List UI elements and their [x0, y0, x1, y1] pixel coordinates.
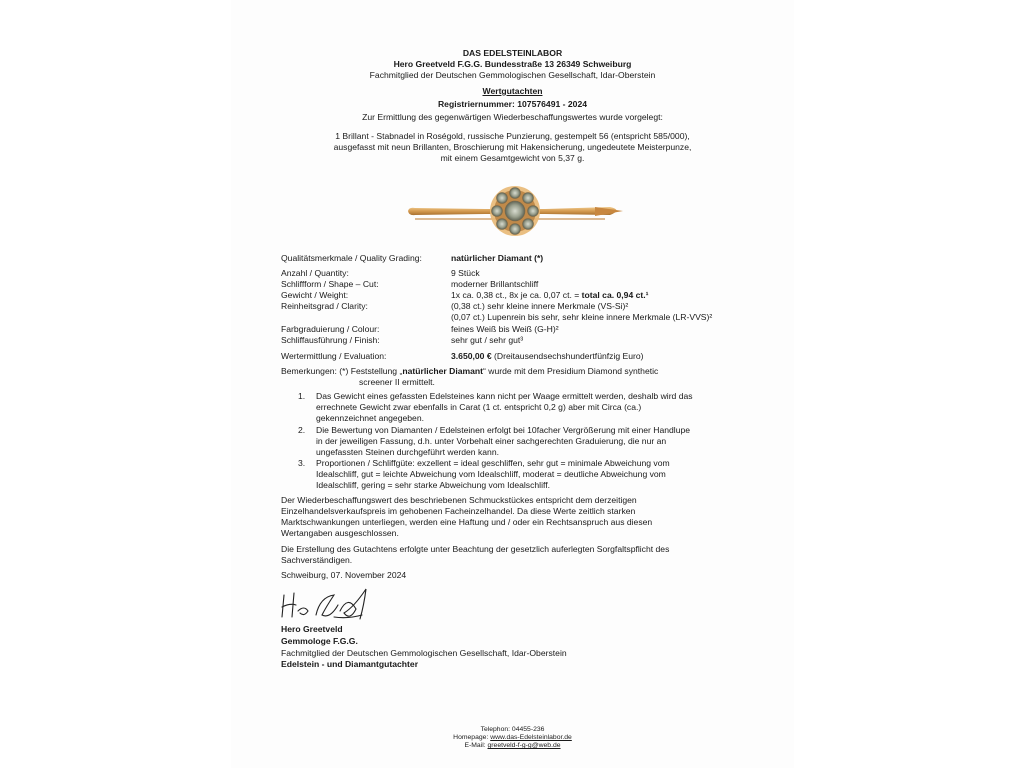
closing-p1-line-4: Wertangaben ausgeschlossen.: [281, 528, 399, 538]
quantity-label: Anzahl / Quantity:: [281, 268, 349, 278]
footer-email: E-Mail: greetveld-f-g-g@web.de: [464, 742, 561, 749]
note-1-line-3: gekennzeichnet angegeben.: [316, 413, 424, 423]
footer-phone: Telephon: 04455-236: [480, 726, 545, 733]
registration-number: Registriernummer: 107576491 - 2024: [437, 99, 588, 109]
finish-label: Schliffausführung / Finish:: [281, 335, 380, 345]
place-date: Schweiburg, 07. November 2024: [281, 570, 407, 580]
signer-title: Gemmologe F.G.G.: [281, 636, 358, 646]
homepage-link[interactable]: www.das-Edelsteinlabor.de: [490, 734, 572, 741]
colour-label: Farbgraduierung / Colour:: [281, 324, 380, 334]
description-line-1: 1 Brillant - Stabnadel in Roségold, russische Punzierung, gestempelt 56 (entspricht 585/000),: [335, 131, 690, 141]
lab-name: DAS EDELSTEINLABOR: [462, 48, 563, 58]
weight-total: total ca. 0,94 ct.¹: [581, 290, 649, 300]
note-3-line-3: Idealschliff, gering = sehr starke Abweichung vom Idealschliff.: [316, 480, 550, 490]
note-2-number: 2.: [298, 425, 306, 435]
quantity-value: 9 Stück: [451, 268, 480, 278]
closing-p2-line-2: Sachverständigen.: [281, 555, 353, 565]
lab-membership: Fachmitglied der Deutschen Gemmologischen Gesellschaft, Idar-Oberstein: [369, 70, 656, 80]
clarity-value-2: (0,07 ct.) Lupenrein bis sehr, sehr kleine innere Merkmale (LR-VVS)²: [451, 312, 713, 322]
note-1-number: 1.: [298, 391, 306, 401]
intro-text: Zur Ermittlung des gegenwärtigen Wiederbeschaffungswertes wurde vorgelegt:: [362, 112, 663, 122]
finish-value: sehr gut / sehr gut³: [451, 335, 524, 345]
evaluation-value: 3.650,00 € (Dreitausendsechshundertfünfzig Euro): [451, 351, 644, 361]
signer-name: Hero Greetveld: [281, 624, 343, 634]
weight-label: Gewicht / Weight:: [281, 290, 349, 300]
lab-address: Hero Greetveld F.G.G. Bundesstraße 13 26349 Schweiburg: [393, 59, 632, 69]
note-1-line-2: errechnete Gewicht zwar ebenfalls in Carat (1 ct. entspricht 0,2 g) aber mit Circa (ca.): [316, 402, 642, 412]
handwritten-signature: [278, 585, 388, 625]
remarks-line-1: Bemerkungen: (*) Feststellung „natürlicher Diamant“ wurde mit dem Presidium Diamond synthetic: [281, 366, 659, 376]
note-2-line-3: ungefassten Steinen durchgeführt werden kann.: [316, 447, 499, 457]
note-3-line-1: Proportionen / Schliffgüte: exzellent = ideal geschliffen, sehr gut = minimale Abweichung vom: [316, 458, 670, 468]
colour-value: feines Weiß bis Weiß (G-H)²: [451, 324, 559, 334]
closing-p1-line-3: Marktschwankungen unterliegen, werden eine Haftung und / oder ein Rechtsanspruch aus diesen: [281, 517, 653, 527]
closing-p1-line-2: Einzelhandelsverkaufspreis im gehobenen Facheinzelhandel. Da diese Werte zeitlich starken: [281, 506, 636, 516]
evaluation-amount: 3.650,00 €: [451, 351, 492, 361]
signer-membership: Fachmitglied der Deutschen Gemmologischen Gesellschaft, Idar-Oberstein: [281, 648, 567, 658]
note-1-line-1: Das Gewicht eines gefassten Edelsteines kann nicht per Waage ermittelt werden, deshalb wird das: [316, 391, 693, 401]
evaluation-label: Wertermittlung / Evaluation:: [281, 351, 387, 361]
note-2-line-2: in der jeweiligen Fassung, d.h. unter Vorbehalt einer sachgerechten Graduierung, die nur an: [316, 436, 667, 446]
closing-p2-line-1: Die Erstellung des Gutachtens erfolgte unter Beachtung der gesetzlich auferlegten Sorgfaltspflicht des: [281, 544, 670, 554]
closing-p1-line-1: Der Wiederbeschaffungswert des beschriebenen Schmuckstückes entspricht dem derzeitigen: [281, 495, 637, 505]
email-link[interactable]: greetveld-f-g-g@web.de: [487, 742, 561, 749]
note-2-line-1: Die Bewertung von Diamanten / Edelsteinen erfolgt bei 10facher Vergrößerung mit einer Handlupe: [316, 425, 691, 435]
quality-label: Qualitätsmerkmale / Quality Grading:: [281, 253, 422, 263]
brooch-photo: [405, 185, 625, 245]
note-3-number: 3.: [298, 458, 306, 468]
remarks-line-2: screener II ermittelt.: [359, 377, 435, 387]
cut-value: moderner Brillantschliff: [451, 279, 539, 289]
quality-value: natürlicher Diamant (*): [451, 253, 544, 263]
signer-role: Edelstein - und Diamantgutachter: [281, 659, 419, 669]
description-line-2: ausgefasst mit neun Brillanten, Broschierung mit Hakensicherung, ungedeutete Meisterpunze,: [333, 142, 692, 152]
weight-value: 1x ca. 0,38 ct., 8x je ca. 0,07 ct. = total ca. 0,94 ct.¹: [451, 290, 649, 300]
clarity-value-1: (0,38 ct.) sehr kleine innere Merkmale (VS-Si)²: [451, 301, 629, 311]
footer-homepage: Homepage: www.das-Edelsteinlabor.de: [453, 734, 572, 741]
cut-label: Schliffform / Shape – Cut:: [281, 279, 379, 289]
description-line-3: mit einem Gesamtgewicht von 5,37 g.: [440, 153, 585, 163]
clarity-label: Reinheitsgrad / Clarity:: [281, 301, 368, 311]
document-title: Wertgutachten: [482, 86, 543, 96]
note-3-line-2: Idealschliff, gut = leichte Abweichung vom Idealschliff, moderat = deutliche Abweichung vom: [316, 469, 666, 479]
